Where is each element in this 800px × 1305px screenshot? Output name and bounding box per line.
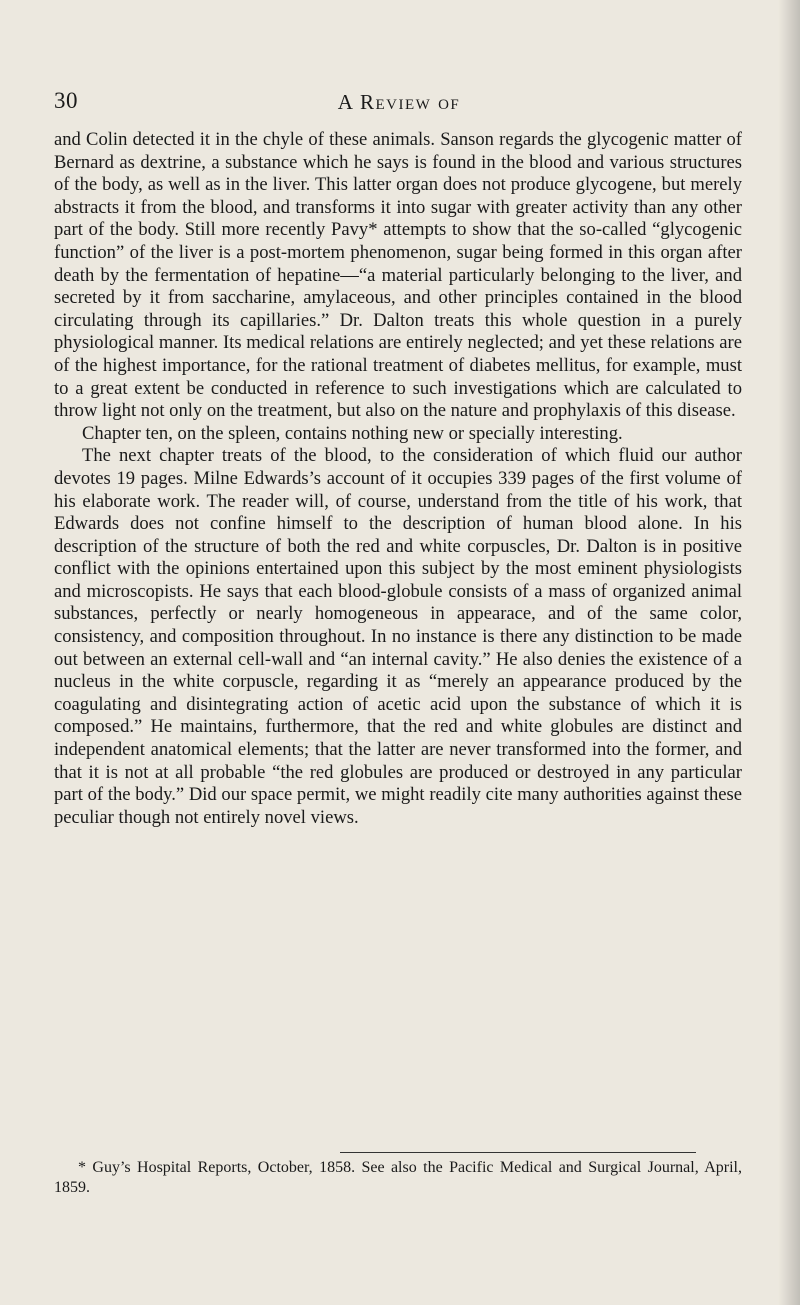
page-header [54,88,744,116]
paragraph: The next chapter treats of the blood, to the consideration of which fluid our author devotes 19 pages. Milne Edwards’s account of it occupies 339 pages of the first volume of his elaborate work. The reader will, of course, understand from the title of his work, that Edwards does not confine himself to the description of human blood alone. In his description of the structure of both the red and white corpuscles, Dr. Dalton is in positive conflict with the opinions entertained upon this subject by the most eminent physiologists and microscopists. He says that each blood-globule consists of a mass of organized animal substances, perfectly or nearly homogeneous in appearace, and of the same color, consistency, and composition throughout. In no instance is there any distinction to be made out between an external cell-wall and “an internal cavity.” He also denies the existence of a nucleus in the white corpuscle, regarding it as “merely an appearance produced by the coagulating and disintegrating action of acetic acid upon the substance of which it is composed.” He maintains, furthermore, that the red and white globules are distinct and independent anatomical elements; that the latter are never transformed into the former, and that it is not at all probable “the red globules are produced or destroyed in any particular part of the body.” Did our space permit, we might readily cite many authorities against these peculiar though not entirely novel views. [54,445,742,828]
page-number: 30 [54,88,78,113]
page-edge-shadow [778,0,800,1305]
footnote [54,1158,742,1198]
body-text [54,129,742,829]
paragraph: Chapter ten, on the spleen, contains nothing new or specially interesting. [82,422,623,444]
footnote-rule [340,1152,696,1153]
footnote-text: * Guy’s Hospital Reports, October, 1858. See also the Pacific Medical and Surgical Journal, April, 1859. [54,1159,742,1196]
running-head: A Review of [337,90,461,114]
paragraph: and Colin detected it in the chyle of these animals. Sanson regards the glycogenic matter of Bernard as dextrine, a substance which he says is found in the blood and various structures of the body, as well as in the liver. This latter organ does not produce glycogene, but merely abstracts it from the blood, and transforms it into sugar with greater activity than any other part of the body. Still more recently Pavy* attempts to show that the so-called “glycogenic function” of the liver is a post-mortem phenomenon, sugar being formed in this organ after death by the fermentation of hepatine—“a material particularly belonging to the liver, and secreted by it from saccharine, amylaceous, and other principles contained in the blood circulating through its capillaries.” Dr. Dalton treats this whole question in a purely physiological manner. Its medical relations are entirely neglected; and yet these relations are of the highest importance, for the rational treatment of diabetes mellitus, for example, must to a great extent be conducted in reference to such investigations which are calculated to throw light not only on the treatment, but also on the nature and prophylaxis of this disease. [54,129,742,422]
